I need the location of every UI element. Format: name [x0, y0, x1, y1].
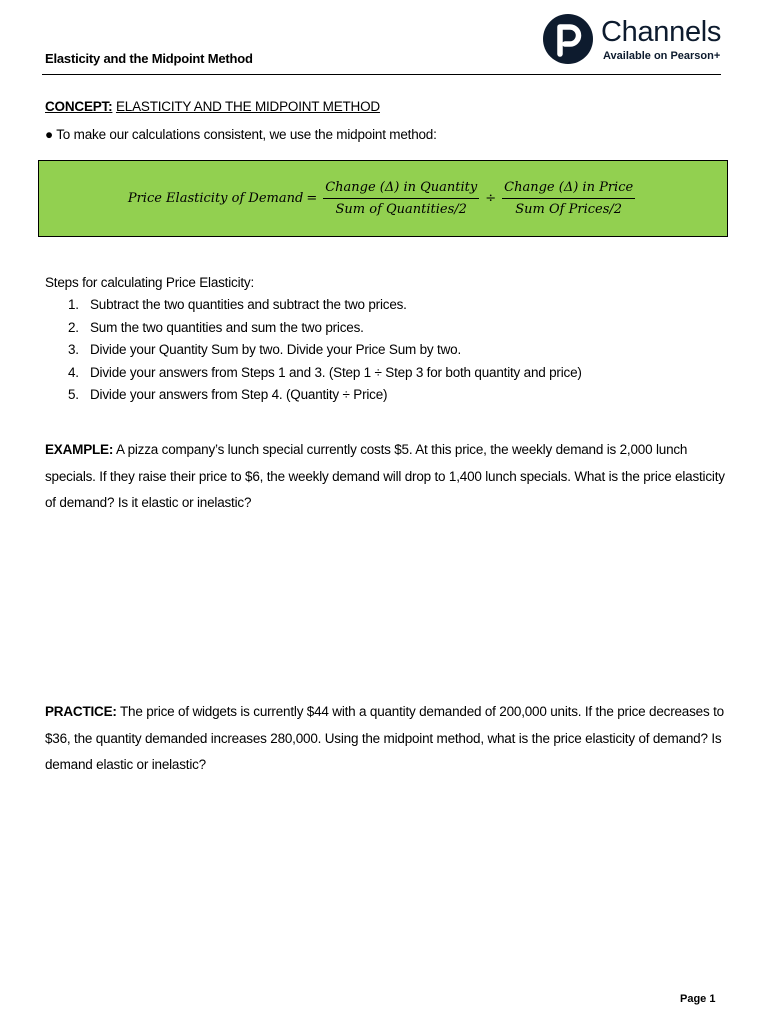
price-numerator: Change (Δ) in Price	[502, 180, 635, 199]
page-number: Page 1	[680, 993, 716, 1005]
step-item	[45, 319, 582, 342]
formula-box	[38, 160, 728, 237]
logo-wordmark: Channels	[601, 16, 722, 48]
step-text: Divide your answers from Step 4. (Quantity ÷ Price)	[90, 387, 388, 403]
practice-text: The price of widgets is currently $44 with a quantity demanded of 200,000 units. If the price decreases to $36, the quantity demanded increases 280,000. Using the midpoint method, what is the price elasticity of demand? Is demand elastic or inelastic?	[45, 704, 724, 772]
quantity-numerator: Change (Δ) in Quantity	[323, 180, 479, 199]
step-text: Sum the two quantities and sum the two prices.	[90, 319, 364, 335]
formula-equals: =	[306, 191, 318, 206]
price-fraction	[502, 180, 635, 217]
formula-divide: ÷	[485, 191, 497, 206]
step-text: Subtract the two quantities and subtract the two prices.	[90, 297, 407, 312]
quantity-denominator: Sum of Quantities/2	[335, 202, 467, 217]
step-item	[45, 386, 582, 409]
step-item	[45, 364, 582, 387]
step-item	[45, 341, 582, 364]
practice-label: PRACTICE:	[45, 704, 117, 719]
steps-intro: Steps for calculating Price Elasticity:	[45, 275, 255, 290]
concept-heading	[45, 99, 380, 114]
price-denominator: Sum Of Prices/2	[515, 202, 623, 217]
step-item	[45, 296, 582, 319]
quantity-fraction	[323, 180, 479, 217]
logo-subtitle: Available on Pearson+	[603, 50, 721, 62]
step-text: Divide your Quantity Sum by two. Divide your Price Sum by two.	[90, 342, 461, 358]
practice-paragraph	[45, 699, 725, 779]
step-number: 4.	[68, 364, 79, 380]
example-label: EXAMPLE:	[45, 442, 114, 457]
concept-label: CONCEPT:	[45, 99, 113, 114]
step-text: Divide your answers from Steps 1 and 3. (Step 1 ÷ Step 3 for both quantity and price)	[90, 364, 582, 380]
midpoint-formula	[39, 161, 727, 236]
example-paragraph	[45, 437, 725, 517]
concept-bullet: ● To make our calculations consistent, we use the midpoint method:	[45, 127, 437, 142]
step-number: 3.	[68, 342, 79, 358]
step-number: 2.	[68, 319, 79, 335]
example-text: A pizza company’s lunch special currently costs $5. At this price, the weekly demand is 2,000 lunch specials. If they raise their price to $6, the weekly demand will drop to 1,400 lunch specials. What is the price elasticity of demand? Is it elastic or inelastic?	[45, 442, 725, 510]
step-number: 1.	[68, 297, 79, 312]
concept-title: ELASTICITY AND THE MIDPOINT METHOD	[115, 99, 380, 114]
channels-logo	[543, 14, 728, 68]
step-number: 5.	[68, 387, 79, 403]
pearson-p-icon	[543, 14, 593, 64]
header-divider	[42, 74, 721, 75]
steps-list	[45, 296, 582, 409]
formula-lhs: Price Elasticity of Demand	[127, 191, 304, 206]
document-title: Elasticity and the Midpoint Method	[45, 51, 253, 66]
